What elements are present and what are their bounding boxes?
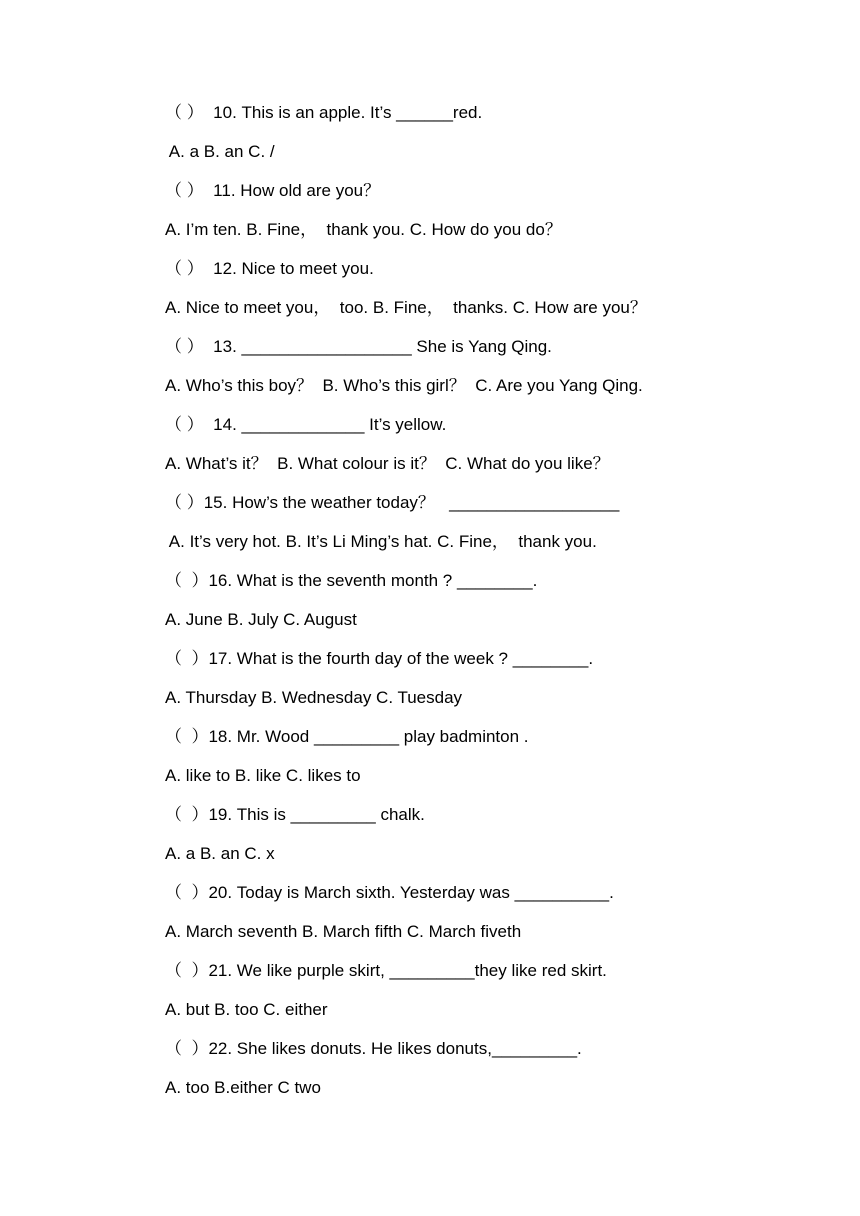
question-18-stem: （ ）18. Mr. Wood _________ play badminton . <box>165 727 529 746</box>
question-17-options: A. Thursday B. Wednesday C. Tuesday <box>165 688 463 707</box>
question-20-stem: （ ）20. Today is March sixth. Yesterday was __________. <box>165 883 614 902</box>
question-19-options: A. a B. an C. x <box>165 844 275 863</box>
question-20-options: A. March seventh B. March fifth C. March fiveth <box>165 922 522 941</box>
question-14-options: A. What’s it？ B. What colour is it？ C. What do you like？ <box>165 454 610 473</box>
question-12-options: A. Nice to meet you， too. B. Fine， thanks. C. How are you？ <box>165 298 647 317</box>
question-10-options: A. a B. an C. / <box>165 142 275 161</box>
question-11-stem: （ ） 11. How old are you？ <box>165 181 381 200</box>
question-10-stem: （ ） 10. This is an apple. It’s ______red. <box>165 103 483 122</box>
question-17-stem: （ ）17. What is the fourth day of the week ? ________. <box>165 649 594 668</box>
question-16-options: A. June B. July C. August <box>165 610 357 629</box>
question-18-options: A. like to B. like C. likes to <box>165 766 361 785</box>
question-16-stem: （ ）16. What is the seventh month ? ________. <box>165 571 538 590</box>
question-13-stem: （ ） 13. __________________ She is Yang Qing. <box>165 337 552 356</box>
question-14-stem: （ ） 14. _____________ It’s yellow. <box>165 415 447 434</box>
question-22-stem: （ ）22. She likes donuts. He likes donuts,_________. <box>165 1039 582 1058</box>
question-12-stem: （ ） 12. Nice to meet you. <box>165 259 374 278</box>
question-21-stem: （ ）21. We like purple skirt, _________they like red skirt. <box>165 961 607 980</box>
question-11-options: A. I’m ten. B. Fine， thank you. C. How do you do？ <box>165 220 562 239</box>
question-13-options: A. Who’s this boy？ B. Who’s this girl？ C. Are you Yang Qing. <box>165 376 643 395</box>
question-22-options: A. too B.either C two <box>165 1078 321 1097</box>
question-15-options: A. It’s very hot. B. It’s Li Ming’s hat. C. Fine， thank you. <box>165 532 597 551</box>
question-19-stem: （ ）19. This is _________ chalk. <box>165 805 425 824</box>
question-15-stem: （ ）15. How’s the weather today？ __________________ <box>165 493 620 512</box>
question-21-options: A. but B. too C. either <box>165 1000 328 1019</box>
